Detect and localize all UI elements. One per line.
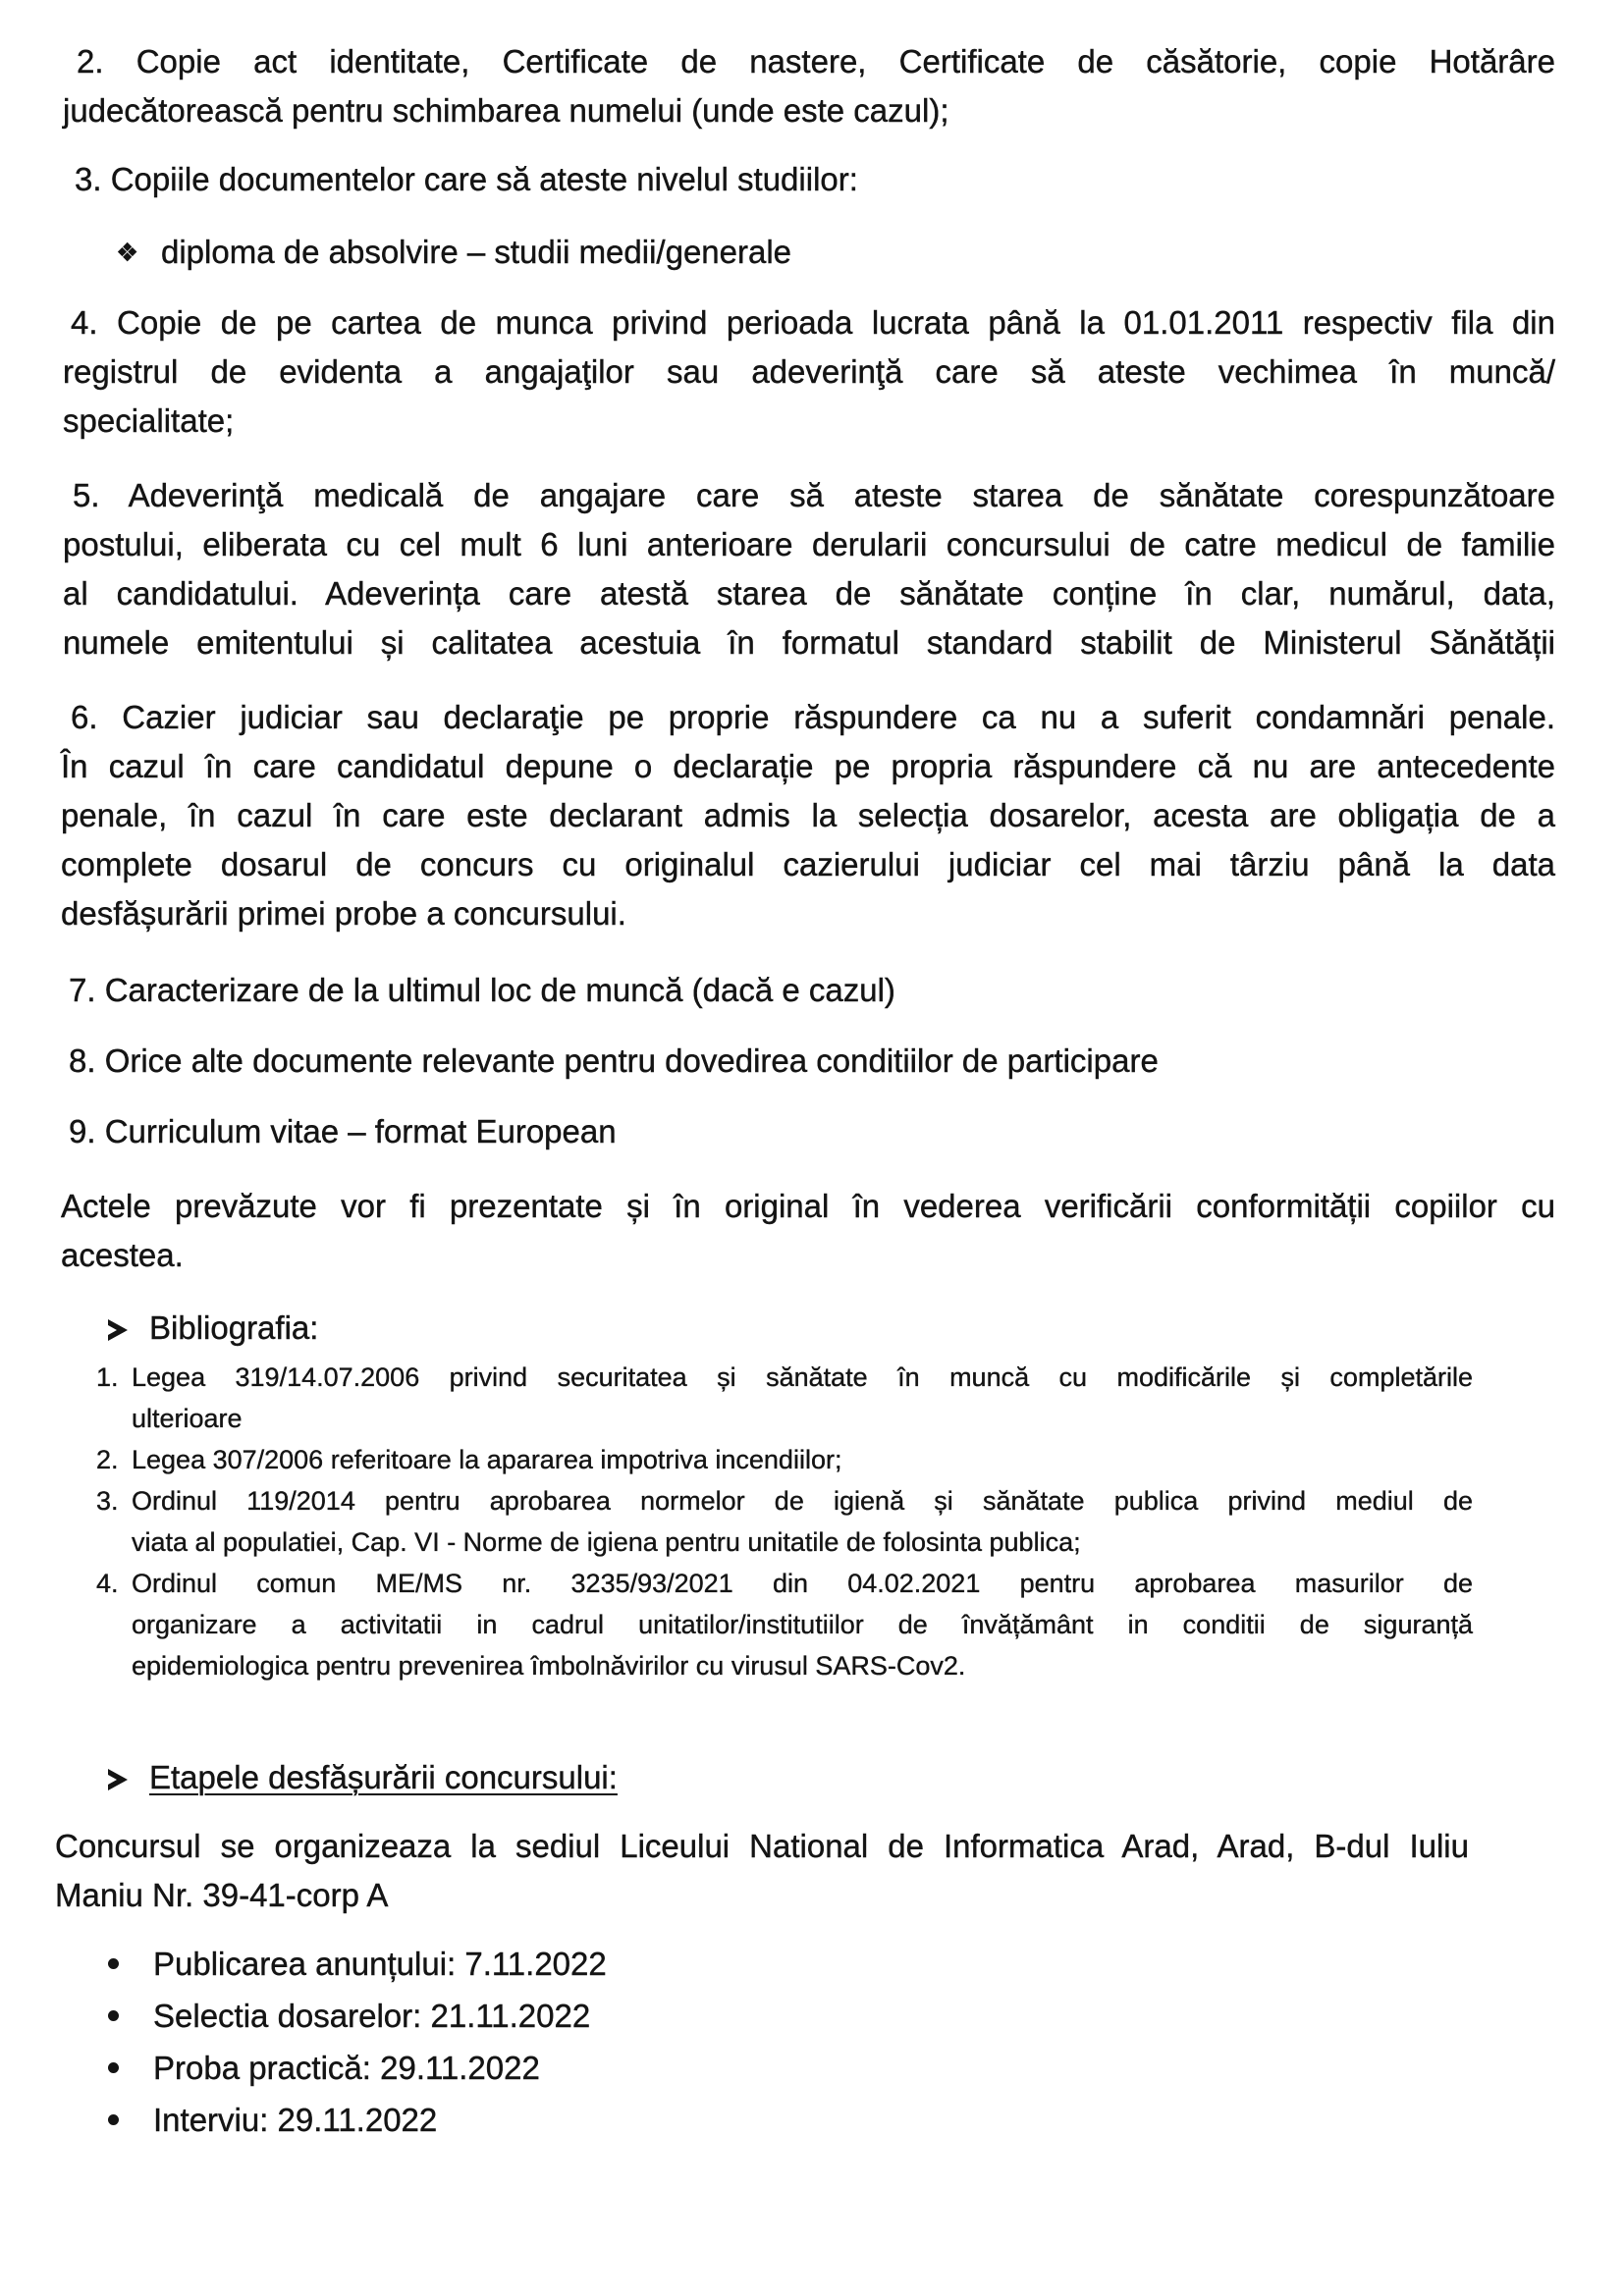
item-3-sub-bullet	[116, 228, 791, 277]
item-5-line-4: numele emitentului și calitatea acestuia în formatul standard stabilit de Ministerul Sănătății	[63, 624, 1555, 661]
bibliografia-entry-1	[96, 1357, 1473, 1439]
bibliografia-entry-line: Ordinul comun ME/MS nr. 3235/93/2021 din 04.02.2021 pentru aprobarea masurilor de	[132, 1569, 1473, 1598]
list-item	[108, 2042, 607, 2094]
bibliografia-list	[96, 1357, 1473, 1686]
bullet-dot-icon	[108, 2114, 119, 2125]
etapele-heading	[108, 1753, 618, 1802]
item-6-line-1: 6. Cazier judiciar sau declaraţie pe proprie răspundere ca nu a suferit condamnări penale.	[71, 699, 1555, 735]
etapele-title: Etapele desfășurării concursului:	[149, 1759, 618, 1795]
date-item-text: Publicarea anunțului: 7.11.2022	[153, 1946, 607, 1982]
bibliografia-heading	[108, 1304, 318, 1353]
date-item-text: Proba practică: 29.11.2022	[153, 2050, 540, 2086]
item-4-paragraph	[63, 298, 1555, 446]
bibliografia-entry-line: Legea 307/2006 referitoare la apararea impotriva incendiilor;	[132, 1445, 842, 1474]
item-3-paragraph: 3. Copiile documentelor care să ateste nivelul studiilor:	[75, 161, 858, 197]
bibliografia-entry-line: epidemiologica pentru prevenirea îmbolnăvirilor cu virusul SARS-Cov2.	[132, 1651, 966, 1681]
date-item-text: Interviu: 29.11.2022	[153, 2102, 438, 2138]
etapele-intro-line-1: Concursul se organizeaza la sediul Liceului National de Informatica Arad, Arad, B-dul Iuliu	[55, 1828, 1469, 1864]
etapele-intro-line-2: Maniu Nr. 39-41-corp A	[55, 1877, 389, 1913]
bibliografia-entry-line: viata al populatiei, Cap. VI - Norme de igiena pentru unitatile de folosinta publica;	[132, 1527, 1081, 1557]
bibliografia-entry-number: 3.	[96, 1486, 119, 1516]
item-8-paragraph: 8. Orice alte documente relevante pentru dovedirea conditiilor de participare	[69, 1042, 1159, 1079]
list-item	[108, 1938, 607, 1990]
item-2-line-1: 2. Copie act identitate, Certificate de nastere, Certificate de căsătorie, copie Hotărâre	[77, 43, 1555, 80]
bibliografia-entry-line: Ordinul 119/2014 pentru aprobarea normelor de igienă și sănătate publica privind mediul de	[132, 1486, 1473, 1516]
item-3-sub-text: diploma de absolvire – studii medii/generale	[161, 234, 792, 270]
bibliografia-entry-number: 2.	[96, 1445, 119, 1474]
item-5-line-3: al candidatului. Adeverința care atestă starea de sănătate conține în clar, numărul, data,	[63, 575, 1555, 612]
list-item	[108, 1990, 607, 2042]
item-9-paragraph: 9. Curriculum vitae – format European	[69, 1113, 617, 1149]
item-6-line-4: complete dosarul de concurs cu originalul cazierului judiciar cel mai târziu până la data	[61, 846, 1555, 882]
bibliografia-entry-line: organizare a activitatii in cadrul unitatilor/institutiilor de învățământ in conditii de siguranță	[132, 1610, 1473, 1639]
item-5-line-1: 5. Adeverinţă medicală de angajare care să ateste starea de sănătate corespunzătoare	[73, 477, 1555, 513]
item-6-line-2: În cazul în care candidatul depune o declarație pe propria răspundere că nu are antecedente	[61, 748, 1555, 784]
bibliografia-entry-2	[96, 1439, 1473, 1480]
bullet-dot-icon	[108, 2010, 119, 2021]
item-4-line-3: specialitate;	[63, 402, 235, 439]
item-6-line-3: penale, în cazul în care este declarant admis la selecția dosarelor, acesta are obligația de a	[61, 797, 1555, 833]
etapele-intro	[55, 1822, 1469, 1920]
list-item	[108, 2094, 607, 2146]
item-6-line-5: desfășurării primei probe a concursului.	[61, 895, 626, 932]
item-4-line-2: registrul de evidenta a angajaţilor sau adeverinţă care să ateste vechimea în muncă/	[63, 353, 1555, 390]
arrow-bullet-icon	[108, 1319, 128, 1341]
four-diamond-icon: ❖	[116, 238, 139, 267]
item-7-paragraph: 7. Caracterizare de la ultimul loc de muncă (dacă e cazul)	[69, 972, 895, 1008]
date-item-text: Selectia dosarelor: 21.11.2022	[153, 1998, 591, 2034]
arrow-bullet-icon	[108, 1769, 128, 1790]
bibliografia-entry-number: 4.	[96, 1569, 119, 1598]
bibliografia-title: Bibliografia:	[149, 1309, 319, 1346]
acte-paragraph	[61, 1182, 1555, 1280]
bibliografia-entry-line: Legea 319/14.07.2006 privind securitatea și sănătate în muncă cu modificările și completările	[132, 1362, 1473, 1392]
item-2-line-2: judecătorească pentru schimbarea numelui (unde este cazul);	[63, 92, 949, 129]
item-4-line-1: 4. Copie de pe cartea de munca privind perioada lucrata până la 01.01.2011 respectiv fila din	[71, 304, 1555, 341]
item-5-paragraph	[63, 471, 1555, 667]
bibliografia-entry-3	[96, 1480, 1473, 1563]
bibliografia-entry-number: 1.	[96, 1362, 119, 1392]
item-6-paragraph	[61, 693, 1555, 938]
acte-line-1: Actele prevăzute vor fi prezentate și în original în vederea verificării conformității copiilor cu	[61, 1188, 1555, 1224]
item-5-line-2: postului, eliberata cu cel mult 6 luni anterioare derularii concursului de catre medicul de familie	[63, 526, 1555, 562]
bullet-dot-icon	[108, 2062, 119, 2073]
etapele-dates-list	[108, 1938, 607, 2146]
bibliografia-entry-4	[96, 1563, 1473, 1686]
acte-line-2: acestea.	[61, 1237, 184, 1273]
bibliografia-entry-line: ulterioare	[132, 1404, 243, 1433]
item-2-paragraph	[63, 37, 1555, 135]
bullet-dot-icon	[108, 1958, 119, 1969]
